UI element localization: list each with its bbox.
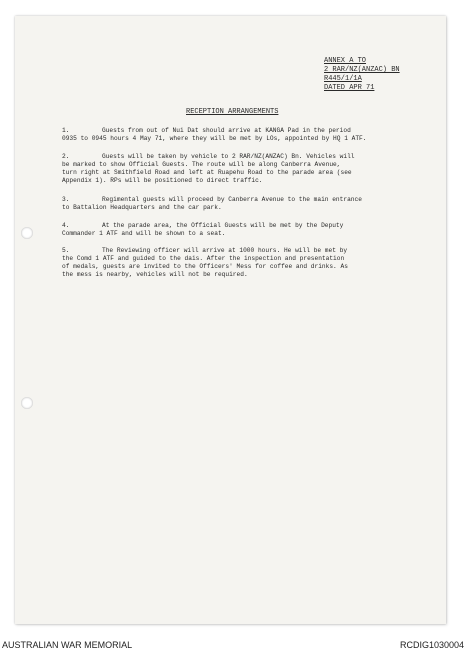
paragraph: [62, 247, 422, 279]
paragraph-line: turn right at Smithfield Road and left at Ruapehu Road to the parade area (see: [62, 169, 352, 176]
paragraph-number: 3.: [62, 196, 70, 203]
paragraph-line: to Battalion Headquarters and the car park.: [62, 204, 222, 211]
punch-hole: [21, 227, 33, 239]
annex-line: DATED APR 71: [324, 84, 375, 92]
record-id-label: RCDIG1030004: [399, 640, 464, 650]
document-title: RECEPTION ARRANGEMENTS: [186, 108, 279, 116]
paragraph-line: [62, 196, 422, 204]
archive-footer: [0, 636, 467, 654]
paragraph-line: [62, 153, 422, 161]
paragraph-number: 5.: [62, 247, 70, 254]
paragraph-line: of medals, guests are invited to the Officers' Mess for coffee and drinks. As: [62, 263, 348, 270]
annex-reference-block: [324, 57, 400, 93]
annex-line: ANNEX A TO: [324, 57, 367, 65]
paragraph-line: Commander 1 ATF and will be shown to a seat.: [62, 230, 226, 237]
paragraph-number: 4.: [62, 222, 70, 229]
paragraph: [62, 153, 422, 185]
paragraph-text: Regimental guests will proceed by Canberra Avenue to the main entrance: [102, 196, 362, 203]
institution-label: AUSTRALIAN WAR MEMORIAL: [2, 640, 133, 650]
paragraph-text: Guests will be taken by vehicle to 2 RAR/NZ(ANZAC) Bn. Vehicles will: [102, 153, 355, 160]
paragraph: [62, 127, 422, 143]
punch-hole: [21, 397, 33, 409]
paragraph-line: be marked to show Official Guests. The route will be along Canberra Avenue,: [62, 161, 341, 168]
paragraph-line: Appendix 1). RPs will be positioned to direct traffic.: [62, 177, 263, 184]
paragraph-line: [62, 222, 422, 230]
paragraph-text: At the parade area, the Official Guests will be met by the Deputy: [102, 222, 344, 229]
paragraph-line: [62, 247, 422, 255]
paragraph-line: [62, 127, 422, 135]
annex-line: R445/1/1A: [324, 75, 362, 83]
paragraph: [62, 196, 422, 212]
paragraph-line: 0935 to 0945 hours 4 May 71, where they will be met by LOs, appointed by HQ 1 ATF.: [62, 135, 367, 142]
paragraph-text: Guests from out of Nui Dat should arrive at KANGA Pad in the period: [102, 127, 351, 134]
paragraph-number: 2.: [62, 153, 70, 160]
annex-line: 2 RAR/NZ(ANZAC) BN: [324, 66, 400, 74]
paragraph-line: the mess is nearby, vehicles will not be required.: [62, 271, 248, 278]
paragraph: [62, 222, 422, 238]
paragraph-number: 1.: [62, 127, 70, 134]
paragraph-line: the Comd 1 ATF and guided to the dais. After the inspection and presentation: [62, 255, 345, 262]
paragraph-text: The Reviewing officer will arrive at 1000 hours. He will be met by: [102, 247, 348, 254]
